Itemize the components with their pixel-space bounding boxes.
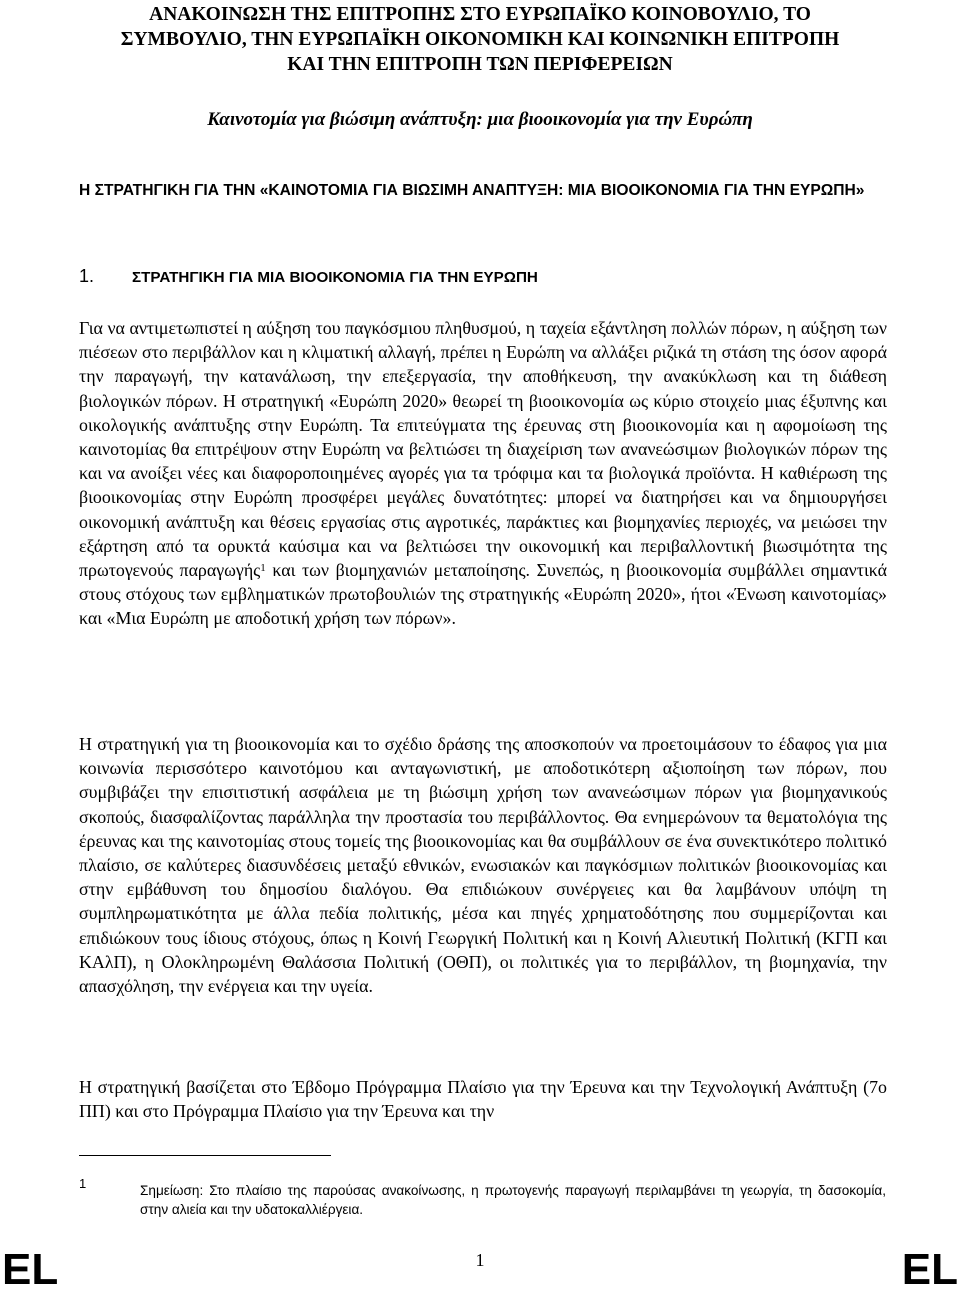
title-line: ΚΑΙ ΤΗΝ ΕΠΙΤΡΟΠΗ ΤΩΝ ΠΕΡΙΦΕΡΕΙΩΝ — [287, 54, 673, 75]
title-line: ΑΝΑΚΟΙΝΩΣΗ ΤΗΣ ΕΠΙΤΡΟΠΗΣ ΣΤΟ ΕΥΡΩΠΑΪΚΟ ΚΟΙΝΟΒΟΥΛΙΟ, ΤΟ — [149, 4, 811, 25]
title-line: ΣΥΜΒΟΥΛΙΟ, ΤΗΝ ΕΥΡΩΠΑΪΚΗ ΟΙΚΟΝΟΜΙΚΗ ΚΑΙ ΚΟΙΝΩΝΙΚΗ ΕΠΙΤΡΟΠΗ — [120, 29, 840, 50]
language-code-right: EL — [901, 1245, 958, 1294]
section-heading-text: ΣΤΡΑΤΗΓΙΚΗ ΓΙΑ ΜΙΑ ΒΙΟΟΙΚΟΝΟΜΙΑ ΓΙΑ ΤΗΝ ΕΥΡΩΠΗ — [132, 269, 538, 286]
paragraph-3: Η στρατηγική βασίζεται στο Έβδομο Πρόγραμμα Πλαίσιο για την Έρευνα και την Τεχνολογική Ανάπτυξη (7ο ΠΠ) και στο Πρόγραμμα Πλαίσιο για την Έρευνα και την — [79, 1077, 887, 1122]
paragraph-1 — [79, 316, 887, 631]
paragraph-2: Η στρατηγική για τη βιοοικονομία και το σχέδιο δράσης της αποσκοπούν να προετοιμάσουν το έδαφος για μια κοινωνία περισσότερο καινοτόμου και ανταγωνιστική, με αποδοτικότερη αξιοποίηση των πόρων, που συμβιβάζει την επισιτιστική ασφάλεια με τη βιώσιμη χρήση των ανανεώσιμων πόρων για βιομηχανικούς σκοπούς, διασφαλίζοντας παράλληλα την προστασία του περιβάλλοντος. Θα ενημερώνουν τα θεματολόγια της έρευνας και της καινοτομίας στους τομείς της βιοοικονομίας και θα συμβάλλουν σε ένα συνεκτικότερο πολιτικό πλαίσιο, σε καλύτερες διασυνδέσεις μεταξύ εθνικών, ενωσιακών και παγκόσμιων πολιτικών βιοοικονομίας και στην εμβάθυνση του δημοσίου διαλόγου. Θα επιδιώκουν συνέργειες και θα λαμβάνουν υπόψη τη συμπληρωματικότητα με άλλα πεδία πολιτικής, μέσα και πηγές χρηματοδότησης που συμμερίζονται και επιδιώκουν τους ίδιους στόχους, όπως η Κοινή Γεωργική Πολιτική και η Κοινή Αλιευτική Πολιτική (ΚΓΠ και ΚΑλΠ), η Ολοκληρωμένη Θαλάσσια Πολιτική (ΟΘΠ), οι πολιτικές για το περιβάλλον, τη βιομηχανία, την απασχόληση, την ενέργεια και την υγεία. — [79, 734, 887, 997]
paragraph-text: και των βιομηχανιών μεταποίησης. Συνεπώς, η βιοοικονομία συμβάλλει σημαντικά στους στόχους των εμβληματικών πρωτοβουλιών της στρατηγικής «Ευρώπη 2020», ήτοι «Ένωση καινοτομίας» και «Μια Ευρώπη με αποδοτική χρήση των πόρων». — [79, 560, 887, 629]
footnote-number: 1 — [79, 1176, 87, 1191]
footnote-divider — [79, 1155, 331, 1156]
document-title — [60, 2, 900, 77]
language-code-left: EL — [2, 1245, 59, 1294]
section-number: 1. — [79, 266, 95, 286]
document-subtitle: Καινοτομία για βιώσιμη ανάπτυξη: μια βιοοικονομία για την Ευρώπη — [207, 109, 753, 130]
section-heading — [79, 266, 538, 287]
strategy-title: Η ΣΤΡΑΤΗΓΙΚΗ ΓΙΑ ΤΗΝ «ΚΑΙΝΟΤΟΜΙΑ ΓΙΑ ΒΙΩΣΙΜΗ ΑΝΑΠΤΥΞΗ: ΜΙΑ ΒΙΟΟΙΚΟΝΟΜΙΑ ΓΙΑ ΤΗΝ ΕΥΡΩΠΗ» — [79, 182, 865, 199]
page-number: 1 — [475, 1250, 485, 1270]
paragraph-text: Για να αντιμετωπιστεί η αύξηση του παγκόσμιου πληθυσμού, η ταχεία εξάντληση πολλών πόρων, η αύξηση των πιέσεων στο περιβάλλον και η κλιματική αλλαγή, πρέπει η Ευρώπη να αλλάξει ριζικά τη στάση της όσον αφορά την παραγωγή, την κατανάλωση, την επεξεργασία, την αποθήκευση, την ανακύκλωση και τη διάθεση βιολογικών πόρων. Η στρατηγική «Ευρώπη 2020» θεωρεί τη βιοοικονομία ως κύριο στοιχείο μιας έξυπνης και οικολογικής ανάπτυξης στην Ευρώπη. Τα επιτεύγματα της έρευνας στη βιοοικονομία και η αφομοίωση της καινοτομίας θα επιτρέψουν στην Ευρώπη να βελτιώσει τη διαχείριση των ανανεώσιμων βιολογικών πόρων της και να ανοίξει νέες και διαφοροποιημένες αγορές για τα τρόφιμα και τα βιολογικά προϊόντα. Η καθιέρωση της βιοοικονομίας στην Ευρώπη προσφέρει μεγάλες δυνατότητες: μπορεί να διατηρήσει και να δημιουργήσει οικονομική ανάπτυξη και θέσεις εργασίας στις αγροτικές, παράκτιες και βιομηχανίες περιοχές, να μειώσει την εξάρτηση από τα ορυκτά καύσιμα και να βελτιώσει την οικονομική και περιβαλλοντική βιωσιμότητα της πρωτογενούς παραγωγής — [79, 318, 887, 581]
footnote-reference[interactable]: 1 — [260, 562, 266, 575]
footnote-text: Σημείωση: Στο πλαίσιο της παρούσας ανακοίνωσης, η πρωτογενής παραγωγή περιλαμβάνει τη γεωργία, τη δασοκομία, στην αλιεία και την υδατοκαλλιέργεια. — [140, 1183, 886, 1217]
